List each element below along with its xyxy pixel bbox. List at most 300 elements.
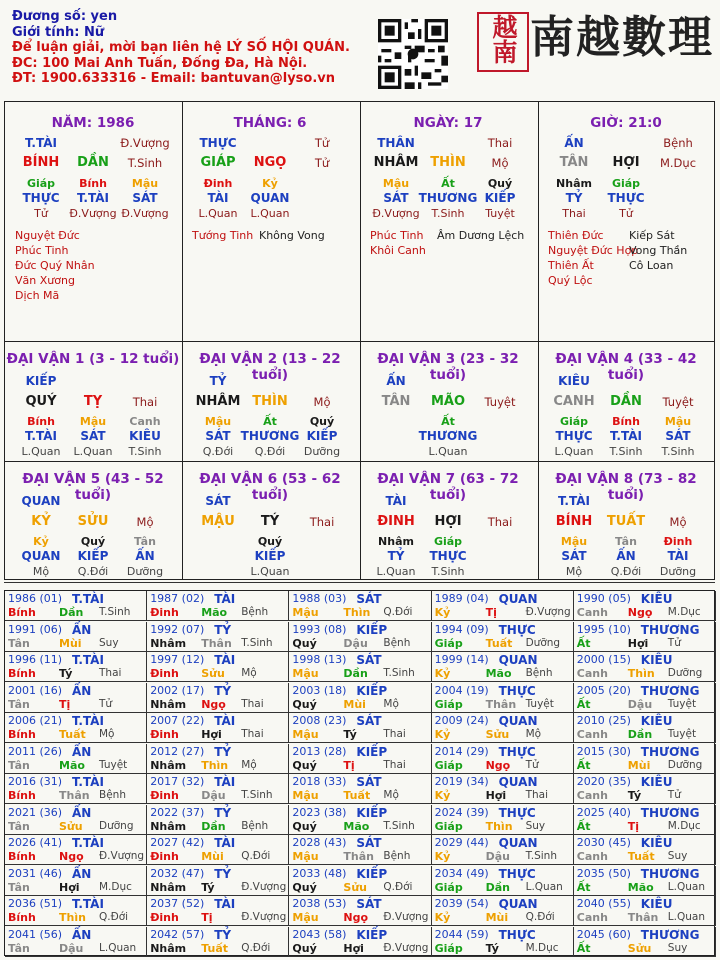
dai-van-phase: Mộ [313, 395, 331, 409]
year-phase: Q.Đới [525, 911, 555, 923]
year-stem: Mậu [292, 667, 319, 680]
hidden-stem: Kỷ [262, 177, 278, 190]
year-phase: Bệnh [241, 606, 269, 618]
dai-van-hidden-stem: Quý [309, 415, 335, 428]
dai-van-stem: ĐINH [377, 514, 415, 529]
year-branch: Ngọ [201, 697, 226, 711]
year-god: T.TÀI [72, 653, 104, 667]
year-stem: Nhâm [150, 880, 187, 894]
hidden-stem-god: SÁT [132, 191, 158, 205]
year-branch: Dậu [59, 941, 84, 955]
year-phase: Dưỡng [99, 819, 134, 832]
auspicious-star: Thiên Ất [548, 259, 594, 272]
dai-van-hidden-stem: Tân [615, 535, 637, 548]
year-label: 2002 (17) [150, 683, 205, 697]
hidden-stem-phase: T.Sinh [431, 207, 465, 220]
dai-van-phase: Mộ [669, 515, 687, 529]
hidden-stem: Mậu [131, 177, 159, 190]
year-cell [5, 896, 147, 926]
year-phase: Tuyệt [667, 728, 697, 740]
hidden-stem-phase: Thai [562, 207, 586, 220]
earthly-branch: HỢI [612, 155, 640, 170]
header-info [12, 9, 350, 87]
dai-van-hidden-stem: Quý [80, 535, 106, 548]
year-stem: Tân [8, 636, 30, 650]
year-label: 2000 (15) [576, 653, 631, 666]
year-god: THỰC [498, 805, 536, 820]
dai-van-hidden-phase: L.Quan [428, 445, 468, 458]
year-cell [147, 866, 289, 896]
dai-van-1 [4, 340, 182, 460]
dai-van-hidden-phase: Dưỡng [126, 565, 164, 578]
year-cell [432, 774, 574, 804]
year-cell [289, 622, 431, 652]
year-branch: Dậu [627, 697, 653, 711]
dai-van-hidden-god: T.TÀI [610, 429, 642, 443]
year-phase: M.Dục [99, 880, 132, 893]
year-branch: Mùi [343, 697, 366, 711]
year-stem: Ất [576, 941, 591, 955]
year-phase: Suy [525, 819, 546, 832]
pillar-title: GIỜ: 21:0 [590, 115, 662, 131]
inauspicious-star: Kiếp Sát [629, 229, 675, 242]
hidden-stem: Đinh [203, 177, 233, 190]
year-branch: Dần [201, 819, 226, 833]
year-branch: Dậu [201, 789, 226, 802]
dai-van-hidden-stem: Ất [441, 415, 455, 428]
year-branch: Tị [627, 819, 640, 833]
inauspicious-star: Âm Dương Lệch [437, 229, 525, 242]
year-god: KIÊU [640, 592, 673, 606]
year-label: 2041 (56) [8, 927, 63, 941]
heavenly-stem: NHÂM [373, 155, 419, 170]
year-stem: Nhâm [150, 636, 187, 650]
year-phase: Mộ [241, 758, 257, 771]
year-phase: Mộ [525, 728, 542, 740]
year-god: TÀI [214, 836, 236, 850]
dai-van-hidden-phase: L.Quan [21, 445, 61, 458]
year-branch: Ngọ [343, 911, 369, 924]
year-cell [289, 927, 431, 957]
year-branch: Sửu [59, 819, 83, 833]
dai-van-god: QUAN [21, 494, 61, 508]
year-label: 2035 (50) [576, 866, 631, 880]
year-god: THỰC [498, 683, 536, 698]
hidden-stem: Quý [487, 177, 513, 190]
year-phase: T.Sinh [241, 636, 273, 649]
year-label: 1992 (07) [150, 622, 205, 636]
heaven-stem-god: T.TÀI [25, 136, 57, 150]
year-phase: Đ.Vượng [383, 941, 429, 954]
hidden-stem-phase: Đ.Vượng [372, 207, 420, 220]
dai-van-8 [537, 460, 715, 580]
inauspicious-star: Vong Thần [629, 244, 688, 257]
dai-van-hidden-stem: Mậu [204, 415, 232, 428]
year-label: 2026 (41) [8, 836, 63, 849]
dai-van-hidden-stem: Bính [27, 415, 55, 428]
earthly-branch: DẦN [77, 155, 109, 170]
year-stem: Nhâm [150, 697, 187, 711]
year-branch: Mùi [201, 850, 224, 863]
year-branch: Hợi [343, 941, 364, 955]
year-label: 1990 (05) [576, 592, 631, 605]
year-stem: Kỷ [434, 606, 451, 619]
year-god: THƯƠNG [640, 744, 700, 759]
pillar-3 [359, 101, 537, 340]
year-cell [574, 713, 716, 743]
dai-van-3 [359, 340, 537, 460]
year-label: 1998 (13) [292, 653, 347, 666]
hidden-stem: Nhâm [556, 177, 592, 190]
year-label: 1989 (04) [434, 592, 489, 605]
dai-van-phase: Mộ [136, 515, 154, 529]
year-label: 2044 (59) [434, 927, 489, 941]
hidden-stem-phase: Đ.Vượng [69, 207, 117, 220]
year-label: 2014 (29) [434, 744, 489, 758]
year-stem: Canh [576, 667, 608, 680]
qr-code-icon [378, 19, 448, 89]
year-label: 2045 (60) [576, 927, 631, 941]
year-stem: Tân [8, 819, 30, 833]
hidden-stem: Giáp [26, 177, 56, 190]
hidden-stem: Mậu [382, 177, 410, 190]
dai-van-branch: DẦN [610, 394, 642, 409]
year-branch: Thân [201, 636, 232, 650]
year-branch: Thìn [627, 667, 655, 680]
pillar-title: THÁNG: 6 [233, 115, 307, 131]
year-god: KIẾP [356, 683, 388, 698]
year-label: 2032 (47) [150, 866, 205, 880]
hidden-stem-god: KIẾP [484, 191, 516, 205]
hidden-stem: Ất [441, 177, 455, 190]
year-god: QUAN [498, 897, 538, 911]
dai-van-hidden-god: KIẾP [77, 549, 109, 563]
dai-van-branch: MÃO [430, 394, 466, 409]
year-branch: Mão [485, 667, 512, 680]
year-cell [574, 866, 716, 896]
year-label: 1997 (12) [150, 653, 205, 666]
year-god: KIÊU [640, 897, 673, 911]
heavenly-stem: TÂN [559, 155, 589, 170]
year-phase: Bệnh [241, 819, 269, 832]
dai-van-title: ĐẠI VẬN 4 (33 - 42 tuổi) [555, 351, 697, 383]
year-god: SÁT [356, 714, 382, 728]
year-phase: Đ.Vượng [383, 911, 429, 923]
year-cell [432, 591, 574, 621]
year-stem: Mậu [292, 728, 319, 741]
auspicious-star: Nguyệt Đức Hợp [548, 244, 639, 257]
year-cell [5, 591, 147, 621]
year-label: 2022 (37) [150, 805, 205, 819]
table-separator [4, 582, 715, 583]
year-cell [147, 622, 289, 652]
dai-van-stem: KỶ [31, 514, 51, 529]
branch-phase: Tử [314, 156, 330, 170]
year-stem: Đinh [150, 728, 179, 741]
branch-phase: T.Sinh [127, 156, 163, 170]
auspicious-star: Văn Xương [15, 274, 75, 287]
dai-van-god: T.TÀI [558, 494, 590, 508]
heaven-stem-god: ẤN [564, 136, 584, 150]
year-branch: Tuất [59, 728, 86, 741]
year-god: TÀI [214, 653, 236, 667]
year-label: 2017 (32) [150, 775, 205, 788]
year-phase: Tuyệt [99, 758, 128, 771]
year-god: T.TÀI [72, 592, 104, 606]
year-phase: Thai [383, 728, 406, 740]
hidden-stem-god: THỰC [22, 191, 60, 205]
year-label: 2030 (45) [576, 836, 631, 849]
year-branch: Mão [627, 880, 654, 894]
year-god: THƯƠNG [640, 622, 700, 637]
year-stem: Quý [292, 819, 317, 833]
dai-van-hidden-phase: Q.Đới [202, 445, 234, 458]
year-branch: Tý [59, 667, 73, 680]
year-stem: Kỷ [434, 789, 451, 802]
year-phase: T.Sinh [383, 667, 415, 679]
year-cell [432, 927, 574, 957]
year-cell [147, 927, 289, 957]
year-branch: Tị [59, 697, 71, 711]
year-label: 2040 (55) [576, 897, 631, 910]
year-phase: Suy [667, 850, 688, 862]
year-god: T.TÀI [72, 897, 104, 911]
year-label: 2006 (21) [8, 714, 63, 727]
address-line: ĐC: 100 Mai Anh Tuấn, Đống Đa, Hà Nội. [12, 55, 308, 71]
year-cell [574, 896, 716, 926]
year-label: 2042 (57) [150, 927, 205, 941]
hidden-stem-phase: L.Quan [250, 207, 290, 220]
year-god: ẤN [72, 866, 92, 881]
year-god: TÀI [214, 714, 236, 728]
year-god: THỰC [498, 744, 536, 759]
year-stem: Giáp [434, 636, 463, 650]
year-branch: Mùi [627, 758, 651, 772]
dai-van-hidden-phase: T.Sinh [661, 445, 695, 458]
year-phase: Tử [667, 636, 681, 649]
year-phase: T.Sinh [99, 606, 131, 618]
year-label: 1988 (03) [292, 592, 347, 605]
year-label: 2031 (46) [8, 866, 63, 880]
year-label: 2023 (38) [292, 805, 347, 819]
year-branch: Tuất [485, 636, 513, 650]
person-name: Đương số: yen [12, 9, 118, 24]
heavenly-stem: BÍNH [22, 155, 60, 170]
year-branch: Tuất [343, 789, 371, 802]
year-god: TỶ [214, 744, 232, 759]
year-cell [147, 591, 289, 621]
year-stem: Quý [292, 697, 317, 711]
dai-van-5 [4, 460, 182, 580]
year-god: TỶ [214, 622, 232, 637]
year-cell [5, 744, 147, 774]
year-god: TÀI [214, 897, 236, 911]
branch-phase: M.Dục [659, 156, 697, 170]
year-phase: Mộ [241, 667, 257, 679]
hidden-stem-phase: Tử [34, 207, 48, 220]
year-branch: Thìn [59, 911, 86, 924]
logo-seal [477, 12, 529, 72]
brand-logo-text: 南越數理 [530, 12, 714, 63]
year-god: KIÊU [640, 836, 673, 850]
year-label: 2037 (52) [150, 897, 205, 910]
year-branch: Sửu [201, 667, 225, 680]
dai-van-god: SÁT [205, 494, 231, 508]
year-cell [147, 835, 289, 865]
dai-van-hidden-god: THƯƠNG [418, 429, 478, 443]
year-stem: Quý [292, 941, 317, 955]
year-phase: Đ.Vượng [241, 911, 287, 923]
year-branch: Thìn [201, 758, 229, 772]
year-cell [289, 774, 431, 804]
year-phase: Bệnh [99, 789, 126, 801]
year-stem: Mậu [292, 606, 319, 619]
dai-van-phase: Thai [132, 395, 158, 409]
year-god: TÀI [214, 592, 236, 606]
year-label: 1991 (06) [8, 622, 63, 636]
year-branch: Mão [343, 819, 370, 833]
dai-van-hidden-god: KIÊU [129, 429, 161, 443]
year-god: T.TÀI [72, 714, 104, 728]
dai-van-hidden-god: QUAN [21, 549, 61, 563]
year-stem: Mậu [292, 850, 319, 863]
dai-van-stem: CANH [553, 394, 595, 409]
hidden-stem-god: THỰC [607, 191, 645, 205]
year-label: 2034 (49) [434, 866, 489, 880]
dai-van-hidden-phase: T.Sinh [128, 445, 162, 458]
year-stem: Bính [8, 789, 36, 802]
year-phase: T.Sinh [525, 850, 557, 862]
year-stem: Canh [576, 728, 608, 741]
year-stem: Tân [8, 880, 30, 894]
seal-text: 越南 [489, 14, 518, 64]
year-god: SÁT [356, 836, 382, 850]
year-phase: Mộ [99, 728, 115, 740]
year-label: 2038 (53) [292, 897, 347, 910]
heaven-stem-phase: Thai [487, 136, 513, 150]
year-stem: Giáp [434, 819, 463, 833]
year-god: THỰC [498, 622, 536, 637]
year-god: THƯƠNG [640, 866, 700, 881]
year-cell [289, 683, 431, 713]
year-cell [574, 774, 716, 804]
hidden-stem-god: QUAN [250, 191, 290, 205]
year-cell [574, 652, 716, 682]
year-stem: Quý [292, 758, 317, 772]
annual-luck-table [4, 590, 715, 956]
year-cell [574, 805, 716, 835]
year-branch: Hợi [201, 728, 222, 741]
hidden-stem-god: TÀI [207, 191, 229, 205]
dai-van-hidden-stem: Bính [612, 415, 640, 428]
dai-van-hidden-phase: Mộ [565, 565, 583, 578]
year-cell [432, 805, 574, 835]
year-god: TỶ [214, 866, 232, 881]
year-god: ẤN [72, 744, 92, 759]
auspicious-star: Khôi Canh [370, 244, 426, 257]
year-god: KIẾP [356, 805, 388, 820]
dai-van-title: ĐẠI VẬN 2 (13 - 22 tuổi) [199, 351, 341, 383]
year-branch: Thân [343, 850, 374, 863]
year-label: 1996 (11) [8, 653, 63, 666]
dai-van-hidden-stem: Giáp [433, 535, 463, 548]
year-phase: M.Dục [525, 941, 559, 954]
year-phase: L.Quan [525, 880, 563, 893]
year-branch: Dậu [343, 636, 368, 650]
dai-van-phase: Thai [309, 515, 335, 529]
year-cell [147, 805, 289, 835]
year-phase: Q.Đới [241, 941, 271, 954]
year-god: TÀI [214, 775, 236, 789]
year-cell [432, 683, 574, 713]
year-god: THƯƠNG [640, 927, 700, 942]
dai-van-hidden-phase: Q.Đới [254, 445, 286, 458]
year-branch: Dần [343, 667, 368, 680]
dai-van-hidden-god: SÁT [665, 429, 691, 443]
year-stem: Tân [8, 941, 30, 955]
year-stem: Nhâm [150, 758, 187, 772]
year-god: TỶ [214, 683, 232, 698]
year-phase: Q.Đới [383, 606, 413, 618]
year-cell [432, 652, 574, 682]
year-stem: Bính [8, 728, 36, 741]
year-stem: Mậu [292, 911, 319, 924]
year-label: 2010 (25) [576, 714, 631, 727]
dai-van-hidden-god: THƯƠNG [240, 429, 300, 443]
year-stem: Nhâm [150, 941, 187, 955]
year-branch: Dậu [485, 850, 510, 863]
dai-van-stem: QUÝ [25, 394, 57, 409]
person-gender: Giới tính: Nữ [12, 24, 105, 40]
dai-van-hidden-stem: Giáp [559, 415, 589, 428]
year-god: QUAN [498, 592, 538, 606]
year-stem: Ất [576, 819, 591, 833]
dai-van-hidden-stem: Mậu [560, 535, 588, 548]
year-phase: Dưỡng [667, 758, 703, 771]
dai-van-branch: TUẤT [606, 514, 646, 529]
heaven-stem-phase: Đ.Vượng [120, 136, 170, 150]
year-phase: L.Quan [667, 911, 705, 923]
year-phase: Q.Đới [241, 850, 271, 862]
dai-van-hidden-god: TỶ [387, 549, 405, 563]
year-god: SÁT [356, 897, 382, 911]
year-branch: Ngọ [627, 606, 653, 619]
hidden-stem-phase: L.Quan [198, 207, 238, 220]
year-cell [574, 591, 716, 621]
dai-van-stem: BÍNH [555, 514, 593, 529]
hidden-stem-phase: Đ.Vượng [121, 207, 169, 220]
dai-van-hidden-phase: Q.Đới [610, 565, 642, 578]
year-branch: Thìn [485, 819, 513, 833]
year-god: KIẾP [356, 866, 388, 881]
year-branch: Tị [485, 606, 497, 619]
year-cell [5, 683, 147, 713]
year-cell [147, 683, 289, 713]
auspicious-star: Dịch Mã [15, 289, 60, 302]
year-label: 2036 (51) [8, 897, 63, 910]
dai-van-hidden-phase: T.Sinh [431, 565, 465, 578]
year-label: 1994 (09) [434, 622, 489, 636]
year-label: 2029 (44) [434, 836, 489, 849]
year-god: TỶ [214, 805, 232, 820]
year-stem: Ất [576, 880, 591, 894]
dai-van-god: TỶ [209, 374, 227, 388]
year-branch: Mùi [485, 911, 509, 924]
year-cell [5, 835, 147, 865]
pillar-1 [4, 101, 182, 340]
year-stem: Bính [8, 911, 36, 924]
dai-van-hidden-god: KIẾP [254, 549, 286, 563]
